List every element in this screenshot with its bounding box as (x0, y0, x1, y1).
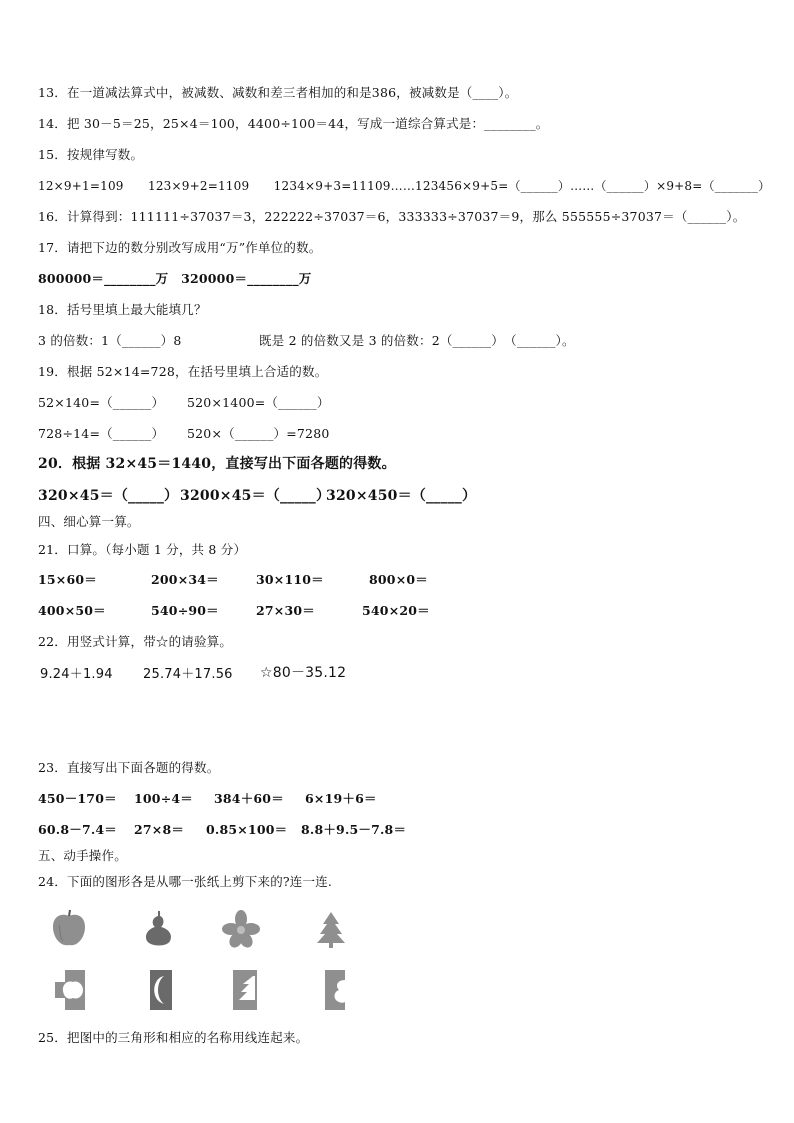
question-21-item: 540×20＝ (362, 603, 430, 618)
question-19-title: 19．根据 52×14=728，在括号里填上合适的数。 (38, 364, 328, 379)
question-23-item: 0.85×100＝ (206, 822, 288, 837)
question-20-item: 320×45＝（_____） (38, 488, 179, 504)
tree-icon (309, 907, 353, 951)
paper-apple-hole-icon (47, 968, 91, 1012)
question-21-item: 27×30＝ (256, 603, 315, 618)
paper-gourd-hole-icon (309, 968, 353, 1012)
question-21-item: 30×110＝ (256, 572, 324, 587)
question-20-title: 20．根据 32×45＝1440，直接写出下面各题的得数。 (38, 456, 396, 472)
question-21-title: 21．口算。（每小题 1 分，共 8 分） (38, 542, 247, 557)
question-20-item: 3200×45＝（_____） (180, 488, 331, 504)
question-15-line: 12×9+1=109 123×9+2=1109 1234×9+3=11109……123456×9+5=（______）……（______）×9+8=（_______） (38, 179, 771, 193)
question-18-right: 既是 2 的倍数又是 3 的倍数：2（______） （______）。 (259, 333, 575, 348)
question-23-item: 450－170＝ (38, 791, 117, 806)
question-18-title: 18．括号里填上最大能填几？ (38, 302, 207, 317)
question-16: 16．计算得到：111111÷37037＝3，222222÷37037＝6，333333÷37037＝9，那么 555555÷37037＝（______）。 (38, 209, 746, 224)
question-23-title: 23．直接写出下面各题的得数。 (38, 760, 220, 775)
question-21-item: 400×50＝ (38, 603, 106, 618)
question-23-item: 8.8＋9.5－7.8＝ (301, 822, 407, 837)
question-25: 25．把图中的三角形和相应的名称用线连起来。 (38, 1030, 309, 1045)
question-23-item: 6×19＋6＝ (305, 791, 377, 806)
section-4-heading: 四、细心算一算。 (38, 514, 140, 529)
question-21-item: 15×60＝ (38, 572, 97, 587)
question-18-left: 3 的倍数：1（______）8 (38, 333, 182, 348)
question-23-item: 100÷4＝ (134, 791, 193, 806)
paper-tree-hole-icon (219, 968, 263, 1012)
gourd-icon (134, 907, 178, 951)
question-21-item: 540÷90＝ (151, 603, 219, 618)
question-19-item: 52×140=（______） (38, 395, 165, 410)
question-17-title: 17．请把下边的数分别改写成用“万”作单位的数。 (38, 240, 322, 255)
apple-icon (47, 907, 91, 951)
question-19-item: 520×（______）=7280 (187, 426, 330, 441)
question-19-item: 520×1400=（______） (187, 395, 330, 410)
question-15-title: 15．按规律写数。 (38, 147, 144, 162)
question-20-item: 320×450＝（_____） (326, 488, 477, 504)
question-22-item: ☆80－35.12 (260, 665, 347, 681)
question-23-item: 27×8＝ (134, 822, 185, 837)
question-22-item: 25.74＋17.56 (143, 667, 233, 682)
question-19-item: 728÷14=（______） (38, 426, 165, 441)
question-23-item: 60.8－7.4＝ (38, 822, 117, 837)
paper-moon-hole-icon (134, 968, 178, 1012)
question-13: 13．在一道减法算式中，被减数、减数和差三者相加的和是386，被减数是（____）。 (38, 85, 518, 100)
question-17-line: 800000＝________万 320000＝________万 (38, 271, 312, 286)
question-21-item: 800×0＝ (369, 572, 428, 587)
question-14: 14．把 30－5＝25，25×4＝100，4400÷100＝44，写成一道综合算式是：________。 (38, 116, 549, 131)
question-21-item: 200×34＝ (151, 572, 219, 587)
question-22-title: 22．用竖式计算，带☆的请验算。 (38, 634, 233, 649)
question-23-item: 384＋60＝ (214, 791, 284, 806)
question-24-title: 24．下面的图形各是从哪一张纸上剪下来的?连一连. (38, 874, 333, 889)
flower-icon (219, 907, 263, 951)
section-5-heading: 五、动手操作。 (38, 848, 127, 863)
question-22-item: 9.24＋1.94 (40, 667, 113, 682)
